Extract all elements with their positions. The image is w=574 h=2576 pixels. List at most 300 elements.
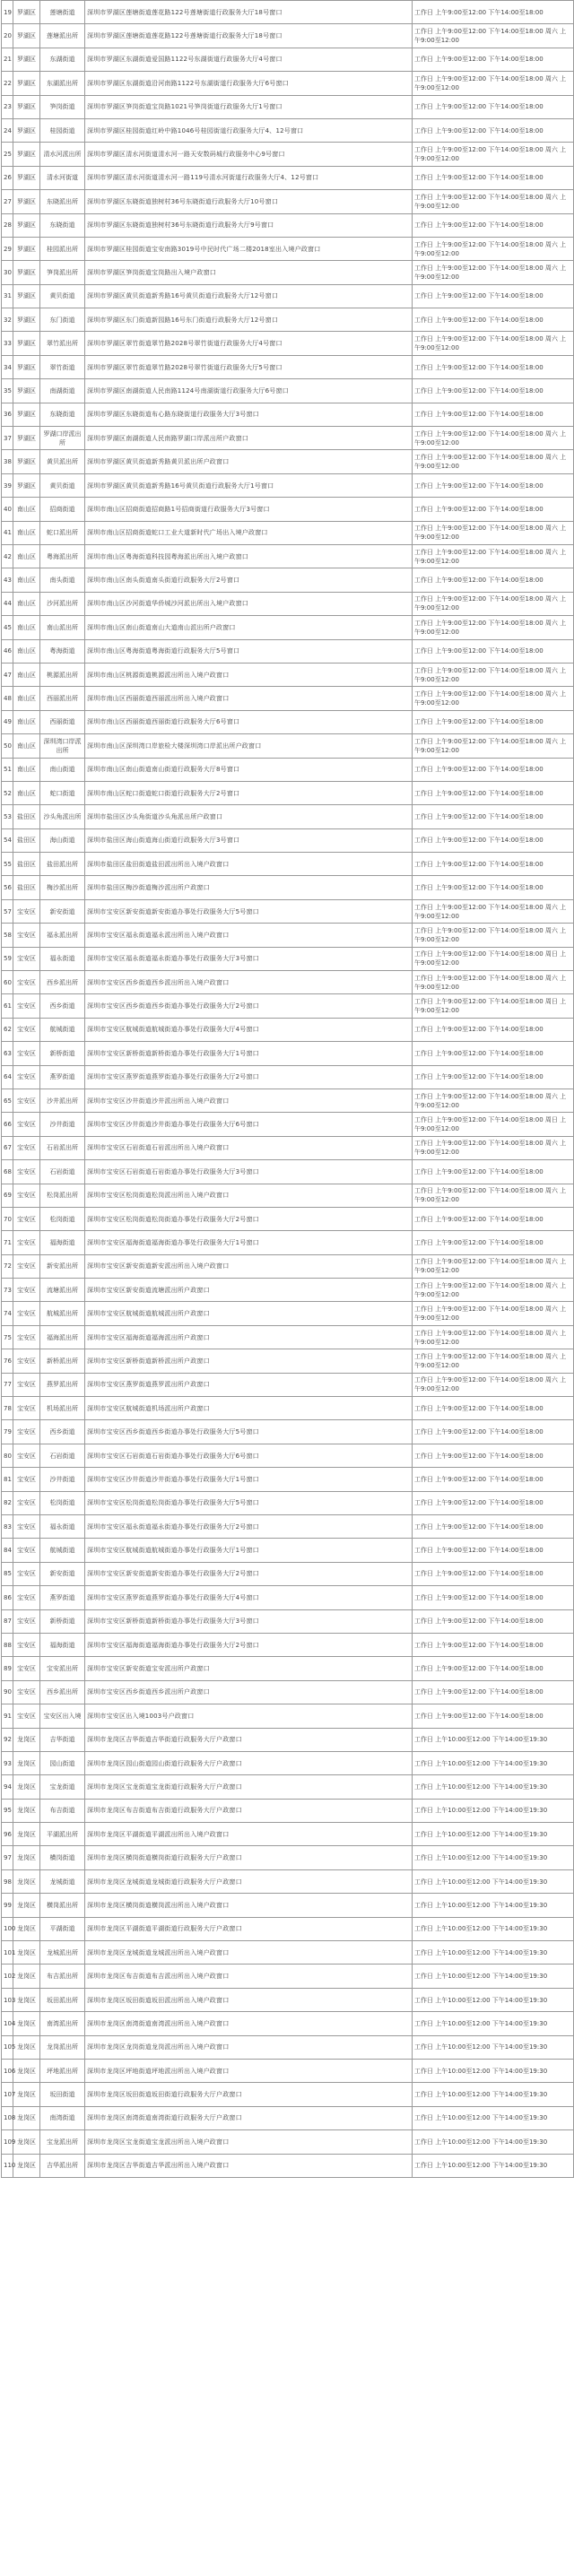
- district-cell: 罗湖区: [13, 261, 40, 284]
- hours-cell: 工作日 上午9:00至12:00 下午14:00至18:00: [413, 853, 574, 876]
- unit-cell: 新桥街道: [40, 1042, 85, 1065]
- row-number: 89: [2, 1657, 13, 1680]
- district-cell: 宝安区: [13, 1279, 40, 1302]
- hours-cell: 工作日 上午10:00至12:00 下午14:00至19:30: [413, 1965, 574, 1988]
- hours-cell: 工作日 上午10:00至12:00 下午14:00至19:30: [413, 2012, 574, 2035]
- hours-cell: 工作日 上午9:00至12:00 下午14:00至18:00: [413, 1515, 574, 1539]
- unit-cell: 东晓街道: [40, 213, 85, 237]
- row-number: 86: [2, 1586, 13, 1609]
- row-number: 25: [2, 143, 13, 166]
- hours-cell: 工作日 上午9:00至12:00 下午14:00至18:00: [413, 1657, 574, 1680]
- district-cell: 宝安区: [13, 1420, 40, 1444]
- table-row: [2, 1444, 574, 1467]
- district-cell: 罗湖区: [13, 355, 40, 378]
- table-row: [2, 213, 574, 237]
- hours-cell: 工作日 上午10:00至12:00 下午14:00至19:30: [413, 1751, 574, 1774]
- unit-cell: 笋岗派出所: [40, 261, 85, 284]
- address-cell: 深圳市罗湖区桂园街道宝安南路3019号中民时代广场二楼2018室出入境户政窗口: [85, 237, 413, 260]
- address-cell: 深圳市宝安区新安街道新安街道办事处行政服务大厅5号窗口: [85, 899, 413, 923]
- address-cell: 深圳市南山区招商街道蛇口工业大道新时代广场出入境户政窗口: [85, 521, 413, 544]
- district-cell: 龙岗区: [13, 1799, 40, 1822]
- row-number: 52: [2, 781, 13, 804]
- unit-cell: 吉华街道: [40, 1728, 85, 1751]
- unit-cell: 福永派出所: [40, 924, 85, 947]
- unit-cell: 东门街道: [40, 308, 85, 332]
- row-number: 59: [2, 947, 13, 970]
- district-cell: 宝安区: [13, 1349, 40, 1373]
- hours-cell: 工作日 上午10:00至12:00 下午14:00至19:30: [413, 1894, 574, 1917]
- district-cell: 南山区: [13, 616, 40, 639]
- row-number: 75: [2, 1325, 13, 1349]
- hours-cell: 工作日 上午9:00至12:00 下午14:00至18:00: [413, 403, 574, 426]
- hours-cell: 工作日 上午9:00至12:00 下午14:00至18:00: [413, 1420, 574, 1444]
- unit-cell: 翠竹街道: [40, 355, 85, 378]
- hours-cell: 工作日 上午9:00至12:00 下午14:00至18:00 周六 上午9:00至12:00: [413, 332, 574, 355]
- row-number: 91: [2, 1704, 13, 1728]
- row-number: 87: [2, 1609, 13, 1633]
- unit-cell: 松岗街道: [40, 1491, 85, 1514]
- row-number: 74: [2, 1302, 13, 1325]
- hours-cell: 工作日 上午9:00至12:00 下午14:00至18:00 周六 上午9:00至12:00: [413, 1349, 574, 1373]
- row-number: 77: [2, 1373, 13, 1396]
- hours-cell: 工作日 上午9:00至12:00 下午14:00至18:00 周六 上午9:00至12:00: [413, 1136, 574, 1159]
- address-cell: 深圳市盐田区梅沙街道梅沙派出所户政窗口: [85, 876, 413, 899]
- row-number: 54: [2, 828, 13, 852]
- row-number: 21: [2, 48, 13, 71]
- unit-cell: 平湖街道: [40, 1917, 85, 1940]
- district-cell: 龙岗区: [13, 1823, 40, 1846]
- hours-cell: 工作日 上午9:00至12:00 下午14:00至18:00 周六 上午9:00至12:00: [413, 261, 574, 284]
- district-cell: 宝安区: [13, 1586, 40, 1609]
- row-number: 79: [2, 1420, 13, 1444]
- hours-cell: 工作日 上午10:00至12:00 下午14:00至19:30: [413, 1917, 574, 1940]
- hours-cell: 工作日 上午9:00至12:00 下午14:00至18:00 周六 上午9:00至12:00: [413, 1184, 574, 1207]
- table-row: [2, 2106, 574, 2129]
- address-cell: 深圳市宝安区福海街道福海街道办事处行政服务大厅1号窗口: [85, 1231, 413, 1254]
- address-cell: 深圳市宝安区航城街道机场派出所户政窗口: [85, 1397, 413, 1420]
- hours-cell: 工作日 上午9:00至12:00 下午14:00至18:00: [413, 1, 574, 24]
- district-cell: 南山区: [13, 663, 40, 686]
- district-cell: 南山区: [13, 781, 40, 804]
- hours-cell: 工作日 上午9:00至12:00 下午14:00至18:00: [413, 95, 574, 118]
- row-number: 98: [2, 1869, 13, 1893]
- district-cell: 宝安区: [13, 947, 40, 970]
- table-row: [2, 48, 574, 71]
- row-number: 102: [2, 1965, 13, 1988]
- unit-cell: 莲塘街道: [40, 1, 85, 24]
- table-row: [2, 2059, 574, 2082]
- unit-cell: 沙井派出所: [40, 1089, 85, 1112]
- district-cell: 罗湖区: [13, 95, 40, 118]
- hours-cell: 工作日 上午9:00至12:00 下午14:00至18:00: [413, 379, 574, 403]
- row-number: 20: [2, 24, 13, 48]
- table-row: [2, 971, 574, 994]
- district-cell: 宝安区: [13, 1633, 40, 1656]
- district-cell: 宝安区: [13, 1444, 40, 1467]
- row-number: 83: [2, 1515, 13, 1539]
- address-cell: 深圳市罗湖区黄贝街道新秀路16号黄贝街道行政服务大厅1号窗口: [85, 473, 413, 497]
- row-number: 49: [2, 710, 13, 733]
- hours-cell: 工作日 上午9:00至12:00 下午14:00至18:00: [413, 1160, 574, 1184]
- unit-cell: 平湖派出所: [40, 1823, 85, 1846]
- hours-cell: 工作日 上午9:00至12:00 下午14:00至18:00: [413, 355, 574, 378]
- row-number: 60: [2, 971, 13, 994]
- district-cell: 盐田区: [13, 853, 40, 876]
- row-number: 61: [2, 994, 13, 1018]
- row-number: 101: [2, 1941, 13, 1965]
- table-row: [2, 616, 574, 639]
- district-cell: 罗湖区: [13, 332, 40, 355]
- district-cell: 宝安区: [13, 1657, 40, 1680]
- hours-cell: 工作日 上午10:00至12:00 下午14:00至19:30: [413, 2035, 574, 2059]
- unit-cell: 海山街道: [40, 828, 85, 852]
- address-cell: 深圳市宝安区航城街道航城派出所户政窗口: [85, 1302, 413, 1325]
- row-number: 100: [2, 1917, 13, 1940]
- table-row: [2, 1704, 574, 1728]
- unit-cell: 燕罗派出所: [40, 1373, 85, 1396]
- hours-cell: 工作日 上午9:00至12:00 下午14:00至18:00 周六 上午9:00至12:00: [413, 734, 574, 758]
- hours-cell: 工作日 上午10:00至12:00 下午14:00至19:30: [413, 1799, 574, 1822]
- table-row: [2, 781, 574, 804]
- row-number: 57: [2, 899, 13, 923]
- district-cell: 罗湖区: [13, 473, 40, 497]
- unit-cell: 宝龙街道: [40, 1775, 85, 1799]
- unit-cell: 沙河派出所: [40, 592, 85, 615]
- unit-cell: 沙井街道: [40, 1468, 85, 1491]
- row-number: 42: [2, 544, 13, 568]
- table-row: [2, 332, 574, 355]
- hours-cell: 工作日 上午9:00至12:00 下午14:00至18:00: [413, 213, 574, 237]
- address-cell: 深圳市龙岗区吉华街道吉华派出所出入境户政窗口: [85, 2154, 413, 2177]
- table-row: [2, 1279, 574, 1302]
- unit-cell: 桃源派出所: [40, 663, 85, 686]
- district-cell: 宝安区: [13, 1018, 40, 1041]
- row-number: 26: [2, 166, 13, 189]
- table-row: [2, 592, 574, 615]
- address-cell: 深圳市宝安区福永街道福永派出所出入境户政窗口: [85, 924, 413, 947]
- hours-cell: 工作日 上午10:00至12:00 下午14:00至19:30: [413, 1941, 574, 1965]
- district-cell: 宝安区: [13, 1136, 40, 1159]
- district-cell: 南山区: [13, 498, 40, 521]
- address-cell: 深圳市龙岗区吉华街道吉华街道行政服务大厅户政窗口: [85, 1728, 413, 1751]
- hours-cell: 工作日 上午9:00至12:00 下午14:00至18:00 周六 上午9:00至12:00: [413, 1325, 574, 1349]
- table-row: [2, 1680, 574, 1704]
- unit-cell: 桂园派出所: [40, 237, 85, 260]
- table-row: [2, 1657, 574, 1680]
- hours-cell: 工作日 上午9:00至12:00 下午14:00至18:00 周六 上午9:00至12:00: [413, 687, 574, 710]
- table-body: [2, 1, 574, 2178]
- row-number: 19: [2, 1, 13, 24]
- address-cell: 深圳市宝安区石岩街道石岩街道办事处行政服务大厅3号窗口: [85, 1160, 413, 1184]
- address-cell: 深圳市宝安区出入境1003号户政窗口: [85, 1704, 413, 1728]
- hours-cell: 工作日 上午9:00至12:00 下午14:00至18:00: [413, 308, 574, 332]
- address-cell: 深圳市宝安区松岗街道松岗派出所出入境户政窗口: [85, 1184, 413, 1207]
- address-cell: 深圳市龙岗区南湾街道南湾街道行政服务大厅户政窗口: [85, 2106, 413, 2129]
- district-cell: 南山区: [13, 568, 40, 592]
- unit-cell: 布吉街道: [40, 1799, 85, 1822]
- table-row: [2, 1302, 574, 1325]
- row-number: 50: [2, 734, 13, 758]
- address-cell: 深圳市罗湖区桂园街道红岭中路1046号桂园街道行政服务大厅4、12号窗口: [85, 118, 413, 142]
- hours-cell: 工作日 上午9:00至12:00 下午14:00至18:00: [413, 876, 574, 899]
- row-number: 56: [2, 876, 13, 899]
- district-cell: 宝安区: [13, 1065, 40, 1089]
- unit-cell: 东晓派出所: [40, 190, 85, 213]
- district-cell: 盐田区: [13, 805, 40, 828]
- district-cell: 宝安区: [13, 1113, 40, 1136]
- district-cell: 龙岗区: [13, 1941, 40, 1965]
- hours-cell: 工作日 上午10:00至12:00 下午14:00至19:30: [413, 2130, 574, 2154]
- unit-cell: 西乡派出所: [40, 971, 85, 994]
- address-cell: 深圳市龙岗区宝龙街道宝龙街道行政服务大厅户政窗口: [85, 1775, 413, 1799]
- table-row: [2, 166, 574, 189]
- row-number: 81: [2, 1468, 13, 1491]
- unit-cell: 福海派出所: [40, 1325, 85, 1349]
- unit-cell: 桂园街道: [40, 118, 85, 142]
- hours-cell: 工作日 上午9:00至12:00 下午14:00至18:00 周日 上午9:00至12:00: [413, 994, 574, 1018]
- table-row: [2, 1799, 574, 1822]
- address-cell: 深圳市宝安区松岗街道松岗街道办事处行政服务大厅5号窗口: [85, 1491, 413, 1514]
- row-number: 46: [2, 639, 13, 663]
- table-row: [2, 1491, 574, 1514]
- row-number: 106: [2, 2059, 13, 2082]
- district-cell: 南山区: [13, 758, 40, 781]
- address-cell: 深圳市宝安区航城街道航城街道办事处行政服务大厅1号窗口: [85, 1539, 413, 1562]
- address-cell: 深圳市宝安区福永街道福永街道办事处行政服务大厅2号窗口: [85, 1515, 413, 1539]
- hours-cell: 工作日 上午9:00至12:00 下午14:00至18:00 周六 上午9:00至12:00: [413, 544, 574, 568]
- district-cell: 宝安区: [13, 1373, 40, 1396]
- unit-cell: 宝龙派出所: [40, 2130, 85, 2154]
- hours-cell: 工作日 上午9:00至12:00 下午14:00至18:00 周六 上午9:00至12:00: [413, 616, 574, 639]
- row-number: 62: [2, 1018, 13, 1041]
- table-row: [2, 1751, 574, 1774]
- table-row: [2, 1042, 574, 1065]
- table-row: [2, 2130, 574, 2154]
- table-row: [2, 95, 574, 118]
- table-row: [2, 1349, 574, 1373]
- unit-cell: 蛇口派出所: [40, 521, 85, 544]
- address-cell: 深圳市南山区南山街道南山大道南山派出所户政窗口: [85, 616, 413, 639]
- district-cell: 宝安区: [13, 1491, 40, 1514]
- district-cell: 宝安区: [13, 1704, 40, 1728]
- address-cell: 深圳市宝安区沙井街道沙井派出所出入境户政窗口: [85, 1089, 413, 1112]
- district-cell: 罗湖区: [13, 237, 40, 260]
- table-row: [2, 2035, 574, 2059]
- address-cell: 深圳市龙岗区坪地街道坪地派出所出入境户政窗口: [85, 2059, 413, 2082]
- district-cell: 罗湖区: [13, 48, 40, 71]
- table-row: [2, 1846, 574, 1869]
- unit-cell: 黄贝街道: [40, 473, 85, 497]
- hours-cell: 工作日 上午10:00至12:00 下午14:00至19:30: [413, 1988, 574, 2011]
- district-cell: 龙岗区: [13, 1751, 40, 1774]
- row-number: 92: [2, 1728, 13, 1751]
- district-cell: 龙岗区: [13, 2130, 40, 2154]
- hours-cell: 工作日 上午9:00至12:00 下午14:00至18:00: [413, 828, 574, 852]
- address-cell: 深圳市宝安区新安街道流塘派出所户政窗口: [85, 1279, 413, 1302]
- table-row: [2, 663, 574, 686]
- unit-cell: 坂田街道: [40, 2083, 85, 2106]
- unit-cell: 南山街道: [40, 758, 85, 781]
- unit-cell: 布吉派出所: [40, 1965, 85, 1988]
- district-cell: 龙岗区: [13, 1728, 40, 1751]
- row-number: 37: [2, 427, 13, 450]
- hours-cell: 工作日 上午9:00至12:00 下午14:00至18:00: [413, 1680, 574, 1704]
- hours-cell: 工作日 上午10:00至12:00 下午14:00至19:30: [413, 2154, 574, 2177]
- row-number: 107: [2, 2083, 13, 2106]
- address-cell: 深圳市宝安区福海街道福海街道办事处行政服务大厅2号窗口: [85, 1633, 413, 1656]
- table-row: [2, 828, 574, 852]
- row-number: 22: [2, 72, 13, 95]
- address-cell: 深圳市宝安区西乡街道西乡街道办事处行政服务大厅5号窗口: [85, 1420, 413, 1444]
- row-number: 95: [2, 1799, 13, 1822]
- row-number: 40: [2, 498, 13, 521]
- hours-cell: 工作日 上午9:00至12:00 下午14:00至18:00 周六 上午9:00至12:00: [413, 521, 574, 544]
- table-row: [2, 2154, 574, 2177]
- hours-cell: 工作日 上午9:00至12:00 下午14:00至18:00: [413, 284, 574, 308]
- district-cell: 宝安区: [13, 1515, 40, 1539]
- district-cell: 宝安区: [13, 971, 40, 994]
- address-cell: 深圳市宝安区新桥街道新桥派出所户政窗口: [85, 1349, 413, 1373]
- address-cell: 深圳市龙岗区宝龙街道宝龙派出所出入境户政窗口: [85, 2130, 413, 2154]
- unit-cell: 南湖街道: [40, 379, 85, 403]
- row-number: 29: [2, 237, 13, 260]
- row-number: 55: [2, 853, 13, 876]
- row-number: 96: [2, 1823, 13, 1846]
- hours-cell: 工作日 上午9:00至12:00 下午14:00至18:00: [413, 568, 574, 592]
- unit-cell: 西丽街道: [40, 710, 85, 733]
- unit-cell: 流塘派出所: [40, 1279, 85, 1302]
- unit-cell: 坂田派出所: [40, 1988, 85, 2011]
- address-cell: 深圳市龙岗区园山街道园山街道行政服务大厅户政窗口: [85, 1751, 413, 1774]
- table-row: [2, 1207, 574, 1230]
- district-cell: 宝安区: [13, 1231, 40, 1254]
- hours-cell: 工作日 上午10:00至12:00 下午14:00至19:30: [413, 1869, 574, 1893]
- table-row: [2, 1397, 574, 1420]
- hours-cell: 工作日 上午10:00至12:00 下午14:00至19:30: [413, 1846, 574, 1869]
- unit-cell: 龙岗派出所: [40, 2035, 85, 2059]
- hours-cell: 工作日 上午9:00至12:00 下午14:00至18:00 周日 上午9:00至12:00: [413, 947, 574, 970]
- unit-cell: 福永街道: [40, 947, 85, 970]
- district-cell: 罗湖区: [13, 427, 40, 450]
- district-cell: 盐田区: [13, 828, 40, 852]
- table-row: [2, 143, 574, 166]
- address-cell: 深圳市宝安区新安街道新安派出所出入境户政窗口: [85, 1254, 413, 1278]
- hours-cell: 工作日 上午9:00至12:00 下午14:00至18:00: [413, 1065, 574, 1089]
- unit-cell: 龙城派出所: [40, 1941, 85, 1965]
- district-cell: 罗湖区: [13, 213, 40, 237]
- unit-cell: 清水河派出所: [40, 143, 85, 166]
- district-cell: 宝安区: [13, 1397, 40, 1420]
- district-cell: 宝安区: [13, 1042, 40, 1065]
- table-row: [2, 403, 574, 426]
- address-cell: 深圳市宝安区石岩街道石岩街道办事处行政服务大厅6号窗口: [85, 1444, 413, 1467]
- unit-cell: 南湾派出所: [40, 2012, 85, 2035]
- row-number: 24: [2, 118, 13, 142]
- district-cell: 龙岗区: [13, 1988, 40, 2011]
- address-cell: 深圳市龙岗区坂田街道坂田派出所出入境户政窗口: [85, 1988, 413, 2011]
- row-number: 41: [2, 521, 13, 544]
- hours-cell: 工作日 上午9:00至12:00 下午14:00至18:00: [413, 1468, 574, 1491]
- district-cell: 宝安区: [13, 924, 40, 947]
- table-row: [2, 237, 574, 260]
- hours-cell: 工作日 上午9:00至12:00 下午14:00至18:00 周六 上午9:00至12:00: [413, 24, 574, 48]
- unit-cell: 坪地派出所: [40, 2059, 85, 2082]
- row-number: 80: [2, 1444, 13, 1467]
- address-cell: 深圳市宝安区新桥街道新桥街道办事处行政服务大厅3号窗口: [85, 1609, 413, 1633]
- table-row: [2, 947, 574, 970]
- table-row: [2, 498, 574, 521]
- address-cell: 深圳市罗湖区东门街道新园路16号东门街道行政服务大厅12号窗口: [85, 308, 413, 332]
- hours-cell: 工作日 上午9:00至12:00 下午14:00至18:00 周六 上午9:00至12:00: [413, 899, 574, 923]
- address-cell: 深圳市宝安区西乡街道西乡派出所出入境户政窗口: [85, 971, 413, 994]
- hours-cell: 工作日 上午9:00至12:00 下午14:00至18:00: [413, 1539, 574, 1562]
- address-cell: 深圳市宝安区新安街道宝安派出所户政窗口: [85, 1657, 413, 1680]
- district-cell: 南山区: [13, 521, 40, 544]
- address-cell: 深圳市宝安区航城街道航城街道办事处行政服务大厅4号窗口: [85, 1018, 413, 1041]
- table-row: [2, 1965, 574, 1988]
- row-number: 35: [2, 379, 13, 403]
- row-number: 48: [2, 687, 13, 710]
- hours-cell: 工作日 上午10:00至12:00 下午14:00至19:30: [413, 1728, 574, 1751]
- row-number: 72: [2, 1254, 13, 1278]
- district-cell: 南山区: [13, 734, 40, 758]
- hours-cell: 工作日 上午10:00至12:00 下午14:00至19:30: [413, 1823, 574, 1846]
- address-cell: 深圳市罗湖区南湖街道人民南路1124号南湖街道行政服务大厅6号窗口: [85, 379, 413, 403]
- address-cell: 深圳市龙岗区龙城街道龙城街道行政服务大厅户政窗口: [85, 1869, 413, 1893]
- table-row: [2, 687, 574, 710]
- table-row: [2, 1018, 574, 1041]
- unit-cell: 宝安派出所: [40, 1657, 85, 1680]
- address-cell: 深圳市南山区西丽街道西丽派出所出入境户政窗口: [85, 687, 413, 710]
- table-row: [2, 450, 574, 473]
- table-row: [2, 1515, 574, 1539]
- table-row: [2, 1420, 574, 1444]
- hours-cell: 工作日 上午9:00至12:00 下午14:00至18:00: [413, 498, 574, 521]
- unit-cell: 航城派出所: [40, 1302, 85, 1325]
- hours-cell: 工作日 上午9:00至12:00 下午14:00至18:00 周六 上午9:00至12:00: [413, 1089, 574, 1112]
- table-row: [2, 734, 574, 758]
- table-row: [2, 72, 574, 95]
- row-number: 82: [2, 1491, 13, 1514]
- address-cell: 深圳市龙岗区布吉街道布吉派出所出入境户政窗口: [85, 1965, 413, 1988]
- address-cell: 深圳市盐田区沙头角街道沙头角派出所户政窗口: [85, 805, 413, 828]
- table-row: [2, 118, 574, 142]
- district-cell: 罗湖区: [13, 24, 40, 48]
- address-cell: 深圳市宝安区西乡街道西乡派出所户政窗口: [85, 1680, 413, 1704]
- address-cell: 深圳市盐田区海山街道海山街道行政服务大厅3号窗口: [85, 828, 413, 852]
- row-number: 51: [2, 758, 13, 781]
- unit-cell: 梅沙派出所: [40, 876, 85, 899]
- table-row: [2, 261, 574, 284]
- unit-cell: 东湖派出所: [40, 72, 85, 95]
- table-row: [2, 1609, 574, 1633]
- unit-cell: 航城街道: [40, 1018, 85, 1041]
- address-cell: 深圳市罗湖区莲塘街道莲花路122号莲塘街道行政服务大厅18号窗口: [85, 1, 413, 24]
- district-cell: 罗湖区: [13, 450, 40, 473]
- unit-cell: 横岗街道: [40, 1846, 85, 1869]
- row-number: 93: [2, 1751, 13, 1774]
- hours-cell: 工作日 上午9:00至12:00 下午14:00至18:00: [413, 805, 574, 828]
- unit-cell: 新桥街道: [40, 1609, 85, 1633]
- row-number: 58: [2, 924, 13, 947]
- hours-cell: 工作日 上午9:00至12:00 下午14:00至18:00 周六 上午9:00至12:00: [413, 1373, 574, 1396]
- address-cell: 深圳市罗湖区莲塘街道莲花路122号莲塘街道行政服务大厅18号窗口: [85, 24, 413, 48]
- table-row: [2, 1, 574, 24]
- address-cell: 深圳市罗湖区东晓街道独树村36号东晓街道行政服务大厅9号窗口: [85, 213, 413, 237]
- address-cell: 深圳市罗湖区翠竹街道翠竹路2028号翠竹街道行政服务大厅4号窗口: [85, 332, 413, 355]
- district-cell: 宝安区: [13, 1207, 40, 1230]
- table-row: [2, 1941, 574, 1965]
